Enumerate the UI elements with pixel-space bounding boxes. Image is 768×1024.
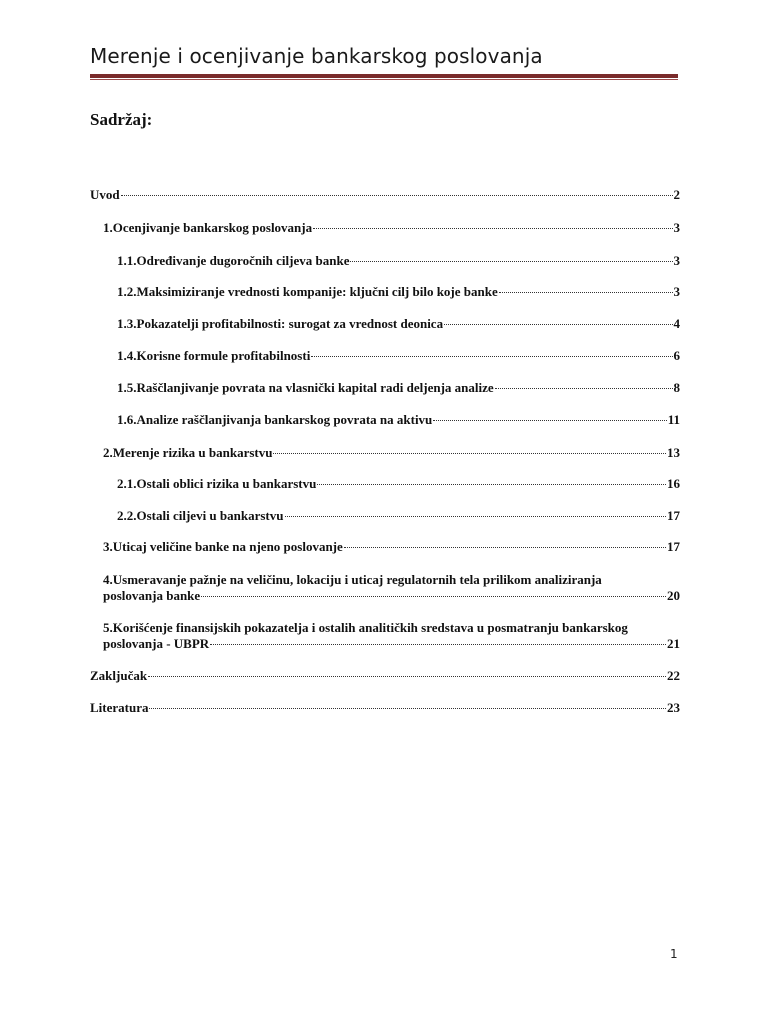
toc-entry-label: 1.2.Maksimiziranje vrednosti kompanije: ključni cilj bilo koje banke [117,284,498,299]
toc-entry-literatura[interactable] [90,700,680,716]
toc-entry-label: 2.Merenje rizika u bankarstvu [103,445,273,460]
toc-entry-page: 20 [667,588,680,603]
toc-entry-page: 11 [667,412,680,427]
toc-entry-5[interactable] [103,620,680,652]
toc-entry-2-2[interactable] [117,508,680,524]
toc-entry-label: Literatura [90,700,149,715]
toc-entry-page: 2 [673,187,680,202]
toc-leader-dots [148,676,666,677]
toc-entry-page: 3 [673,284,680,299]
toc-title: Sadržaj: [90,110,153,129]
toc-entry-1-3[interactable] [117,316,680,332]
toc-entry-label: 1.Ocenjivanje bankarskog poslovanja [103,220,313,235]
toc-entry-page: 3 [673,220,680,235]
toc-entry-1-5[interactable] [117,380,680,396]
toc-entry-page: 23 [667,700,680,715]
toc-entry-1-1[interactable] [117,253,680,269]
toc-entry-label: poslovanja - UBPR [103,636,210,651]
toc-entry-label: 1.4.Korisne formule profitabilnosti [117,348,311,363]
toc-entry-uvod[interactable] [90,187,680,203]
page-header-title: Merenje i ocenjivanje bankarskog poslovanja [90,44,543,68]
toc-entry-label-line1: 4.Usmeravanje pažnje na veličinu, lokaciju i uticaj regulatornih tela prilikom analiziranja [103,572,602,587]
toc-leader-dots [121,195,673,196]
page-number: 1 [670,947,678,961]
toc-leader-dots [210,644,666,645]
toc-entry-label: 2.2.Ostali ciljevi u bankarstvu [117,508,284,523]
toc-leader-dots [273,453,666,454]
toc-leader-dots [285,516,667,517]
toc-entry-1-4[interactable] [117,348,680,364]
toc-leader-dots [350,261,672,262]
toc-entry-page: 4 [673,316,680,331]
toc-entry-label: 1.6.Analize raščlanjivanja bankarskog povrata na aktivu [117,412,433,427]
toc-entry-page: 22 [667,668,680,683]
toc-leader-dots [433,420,666,421]
toc-entry-4[interactable] [103,572,680,604]
toc-entry-label: Zaključak [90,668,148,683]
toc-entry-3[interactable] [103,539,680,555]
toc-entry-label: 3.Uticaj veličine banke na njeno poslovanje [103,539,343,554]
toc-leader-dots [495,388,673,389]
toc-entry-label: 1.3.Pokazatelji profitabilnosti: surogat za vrednost deonica [117,316,444,331]
toc-leader-dots [499,292,673,293]
toc-leader-dots [201,596,666,597]
toc-leader-dots [317,484,666,485]
toc-entry-1[interactable] [103,220,680,236]
toc-entry-page: 16 [667,476,680,491]
toc-entry-label: 1.5.Raščlanjivanje povrata na vlasnički kapital radi deljenja analize [117,380,494,395]
toc-leader-dots [344,547,666,548]
toc-leader-dots [311,356,672,357]
toc-leader-dots [313,228,672,229]
toc-entry-page: 17 [667,508,680,523]
toc-entry-label: Uvod [90,187,120,202]
toc-entry-label: 2.1.Ostali oblici rizika u bankarstvu [117,476,317,491]
toc-entry-page: 13 [667,445,680,460]
toc-entry-2-1[interactable] [117,476,680,492]
toc-entry-page: 6 [673,348,680,363]
toc-entry-page: 3 [673,253,680,268]
toc-entry-zakljucak[interactable] [90,668,680,684]
toc-entry-2[interactable] [103,445,680,461]
toc-entry-page: 21 [667,636,680,651]
toc-leader-dots [444,324,672,325]
toc-entry-page: 8 [673,380,680,395]
toc-entry-1-2[interactable] [117,284,680,300]
toc-leader-dots [149,708,666,709]
toc-entry-1-6[interactable] [117,412,680,428]
toc-entry-label-line1: 5.Korišćenje finansijskih pokazatelja i ostalih analitičkih sredstava u posmatranju bankarskog [103,620,628,635]
toc-entry-label: poslovanja banke [103,588,201,603]
toc-entry-page: 17 [667,539,680,554]
toc-entry-label: 1.1.Određivanje dugoročnih ciljeva banke [117,253,350,268]
